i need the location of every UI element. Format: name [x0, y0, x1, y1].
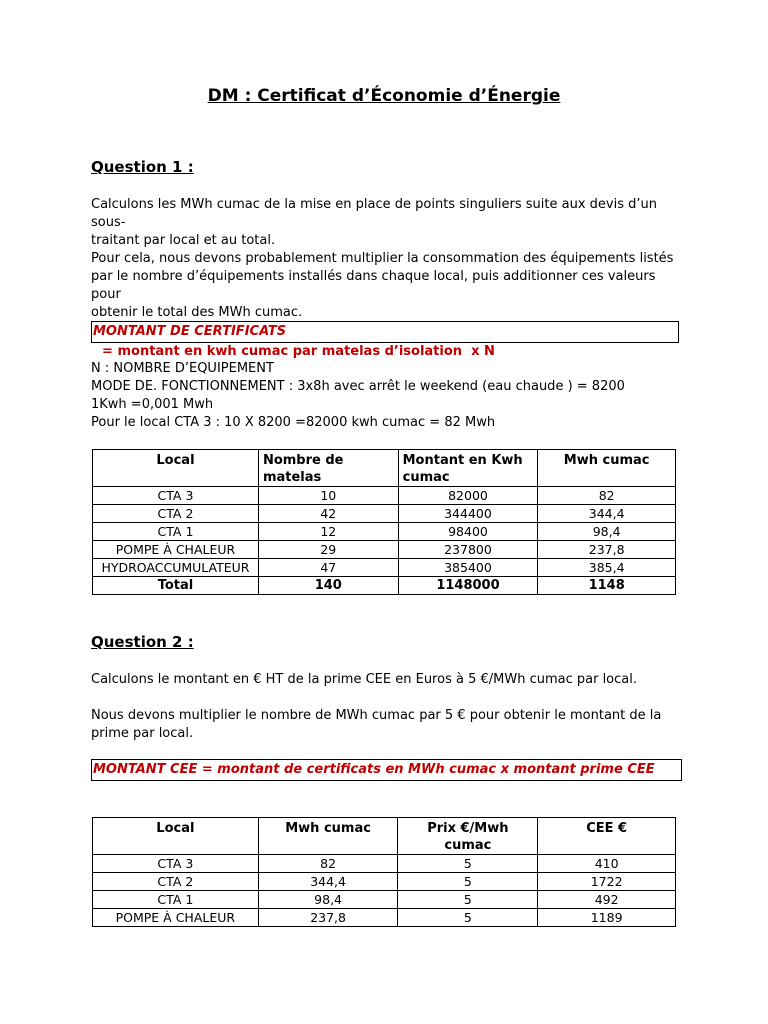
table-header-row: Local Nombre de matelas Montant en Kwh cumac Mwh cumac	[93, 450, 676, 487]
table-row: CTA 1 12 98400 98,4	[93, 523, 676, 541]
table-row: HYDROACCUMULATEUR 47 385400 385,4	[93, 559, 676, 577]
q1-formula-box: MONTANT DE CERTIFICATS = montant en kwh cumac par matelas d’isolation x N	[91, 321, 679, 343]
table-row: CTA 2 344,4 5 1722	[93, 873, 676, 891]
table-row: POMPE À CHALEUR 237,8 5 1189	[93, 909, 676, 927]
note-line: MODE DE. FONCTIONNEMENT : 3x8h avec arrêt le weekend (eau chaude ) = 8200	[91, 379, 625, 394]
q1-table	[92, 449, 676, 595]
table-row: CTA 2 42 344400 344,4	[93, 505, 676, 523]
q2-table	[92, 817, 676, 927]
table-row: CTA 3 10 82000 82	[93, 487, 676, 505]
table-row: POMPE À CHALEUR 29 237800 237,8	[93, 541, 676, 559]
question-1-heading: Question 1 :	[91, 158, 194, 176]
note-line: N : NOMBRE D’EQUIPEMENT	[91, 361, 274, 376]
q1-paragraph-2: Pour cela, nous devons probablement multiplier la consommation des équipements listés par le nombre d’équipements installés dans chaque local, puis additionner ces valeurs pour obtenir le total des MWh cumac.	[91, 251, 674, 320]
table-total-row: Total 140 1148000 1148	[93, 577, 676, 595]
table-header-row: Local Mwh cumac Prix €/Mwh cumac CEE €	[93, 818, 676, 855]
q2-formula-box: MONTANT CEE = montant de certificats en MWh cumac x montant prime CEE	[91, 759, 682, 781]
table-row: CTA 1 98,4 5 492	[93, 891, 676, 909]
document-title: DM : Certificat d’Économie d’Énergie	[207, 86, 561, 106]
table-row: CTA 3 82 5 410	[93, 855, 676, 873]
q1-paragraph-1: Calculons les MWh cumac de la mise en place de points singuliers suite aux devis d’un sous- traitant par local et au total.	[91, 197, 657, 248]
q1-notes	[91, 360, 681, 432]
note-line: Pour le local CTA 3 : 10 X 8200 =82000 kwh cumac = 82 Mwh	[91, 415, 496, 430]
q2-paragraph-2: Nous devons multiplier le nombre de MWh cumac par 5 € pour obtenir le montant de la prime par local.	[91, 708, 662, 741]
note-line: 1Kwh =0,001 Mwh	[91, 397, 214, 412]
question-2-heading: Question 2 :	[91, 633, 194, 651]
q2-paragraph-1: Calculons le montant en € HT de la prime CEE en Euros à 5 €/MWh cumac par local.	[91, 672, 637, 687]
